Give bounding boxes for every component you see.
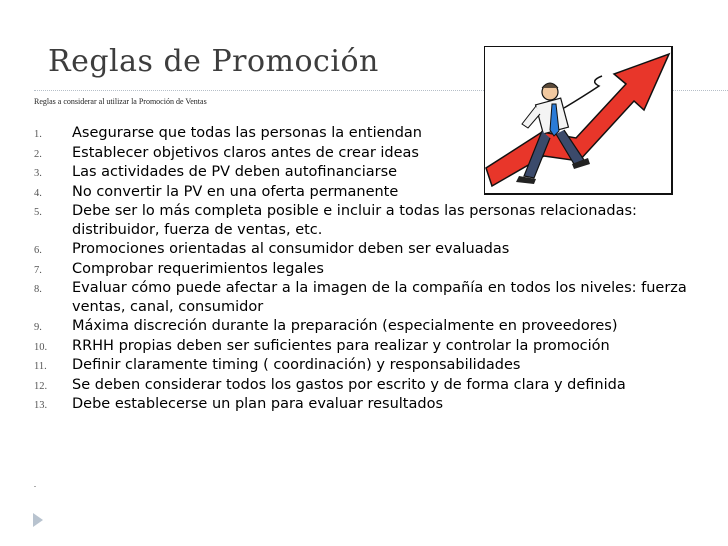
slide-title: Reglas de Promoción (48, 44, 379, 79)
list-item (34, 317, 694, 336)
list-item (34, 240, 694, 259)
item-number: 6. (34, 245, 42, 256)
list-item (34, 279, 694, 316)
list-item (34, 356, 694, 375)
item-number: 10. (34, 341, 48, 353)
item-number: 5. (34, 207, 42, 218)
list-item (34, 376, 694, 395)
item-text: Promociones orientadas al consumidor deben ser evaluadas (72, 241, 510, 257)
item-text: Se deben considerar todos los gastos por escrito y de forma clara y definida (72, 376, 626, 393)
item-number: 2. (34, 148, 42, 160)
item-text: No convertir la PV en una oferta permanente (72, 183, 399, 200)
item-text: Las actividades de PV deben autofinanciarse (72, 164, 398, 180)
list-item (34, 260, 694, 279)
list-item (34, 202, 694, 239)
item-number: 9. (34, 322, 42, 333)
item-text: Establecer objetivos claros antes de crear ideas (72, 144, 419, 161)
item-number: 13. (34, 400, 48, 411)
item-text: Debe ser lo más completa posible e incluir a todas las personas relacionadas: distribuidor, fuerza de ventas, etc. (72, 203, 637, 238)
growth-arrow-illustration (484, 46, 674, 200)
item-number: 4. (34, 187, 42, 199)
item-text: RRHH propias deben ser suficientes para realizar y controlar la promoción (72, 337, 610, 354)
item-number: 1. (34, 129, 42, 140)
item-text: Asegurarse que todas las personas la entiendan (72, 125, 422, 141)
item-text: Definir claramente timing ( coordinación) y responsabilidades (72, 357, 521, 373)
item-text: Evaluar cómo puede afectar a la imagen de la compañía en todos los niveles: fuerza ventas, canal, consumidor (72, 280, 687, 315)
item-text: Comprobar requerimientos legales (72, 260, 324, 277)
item-number: 7. (34, 264, 42, 276)
list-item (34, 337, 694, 356)
item-number: 11. (34, 361, 47, 372)
slide-bullet-icon (32, 512, 44, 532)
slide-subtitle: Reglas a considerar al utilizar la Promoción de Ventas (34, 97, 207, 106)
item-number: 8. (34, 284, 42, 295)
item-number: 3. (34, 168, 42, 179)
item-number: 12. (34, 380, 48, 392)
list-item (34, 395, 694, 414)
trailing-text: . (34, 480, 36, 489)
item-text: Máxima discreción durante la preparación (especialmente en proveedores) (72, 318, 618, 334)
item-text: Debe establecerse un plan para evaluar resultados (72, 396, 444, 412)
